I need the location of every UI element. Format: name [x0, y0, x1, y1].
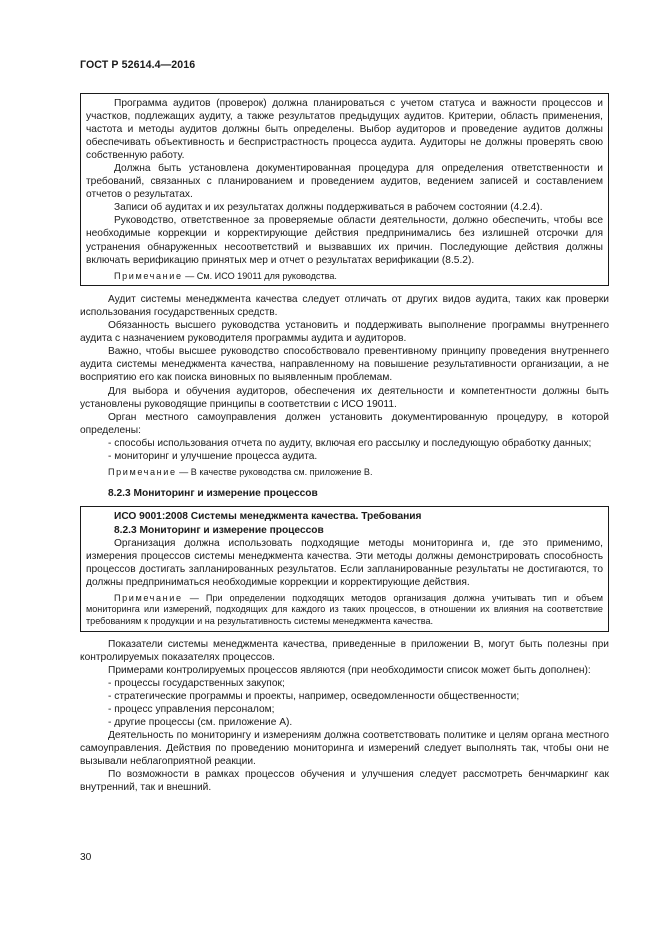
box2-paragraph: Организация должна использовать подходящие методы мониторинга и, где это применимо, измерения процессов системы менеджмента качества. Эти методы должны демонстрировать способность процессов достигать запланированных результатов. Если запланированные результаты не достигаются, то должны предприниматься необходимые коррекции и корректирующие действия.: [86, 537, 603, 588]
body-paragraph-8: Деятельность по мониторингу и измерениям должна соответствовать политике и целям органа местного самоуправления. Действия по проведению мониторинга и измерений следует выполнять так, чтобы они не вызывали неблагоприятной реакции.: [80, 729, 609, 767]
body-note-text: — В качестве руководства см. приложение В.: [176, 466, 373, 477]
iso-requirement-box: [80, 506, 609, 631]
body-note: [80, 467, 609, 479]
box2-note: [86, 593, 603, 628]
box2-note-label: Примечание: [114, 592, 183, 603]
box1-note-label: Примечание: [114, 270, 183, 281]
box1-paragraph-2: Должна быть установлена документированная процедура для определения ответственности и требований, связанных с планированием и проведением аудитов, ведением записей и составлением отчетов о результатах.: [86, 163, 603, 201]
list-item: - мониторинг и улучшение процесса аудита.: [108, 450, 318, 462]
list-item: - стратегические программы и проекты, например, осведомленности общественности;: [108, 690, 520, 702]
document-id: ГОСТ Р 52614.4—2016: [80, 59, 196, 71]
body-paragraph-2: Обязанность высшего руководства установить и поддерживать выполнение программы внутреннего аудита с назначением руководителя программы аудита и аудиторов.: [80, 320, 609, 345]
list-item: - процессы государственных закупок;: [108, 677, 285, 689]
body-paragraph-6: Показатели системы менеджмента качества, приведенные в приложении В, могут быть полезны при контролируемых показателях процессов.: [80, 638, 609, 663]
list-item: - процесс управления персоналом;: [108, 703, 275, 715]
page-number: 30: [80, 852, 92, 863]
page-content: [80, 93, 609, 794]
box1-paragraph-1: Программа аудитов (проверок) должна планироваться с учетом статуса и важности процессов и участков, подлежащих аудиту, а также результатов предыдущих аудитов. Критерии, область применения, частота и методы аудитов должны быть определены. Выбор аудиторов и проведение аудитов должны обеспечивать объективность и беспристрастность процесса аудита. Аудиторы не должны проверять свою собственную работу.: [86, 98, 603, 162]
section-heading: 8.2.3 Мониторинг и измерение процессов: [108, 488, 318, 500]
box1-paragraph-3: Записи об аудитах и их результатах должны поддерживаться в рабочем состоянии (4.2.4).: [114, 202, 543, 214]
box2-title-line-1: ИСО 9001:2008 Системы менеджмента качества. Требования: [114, 511, 422, 523]
body-paragraph-7: Примерами контролируемых процессов являются (при необходимости список может быть дополнен):: [108, 664, 591, 676]
box2-title-line-2: 8.2.3 Мониторинг и измерение процессов: [114, 524, 324, 536]
body-paragraph-4: Для выбора и обучения аудиторов, обеспечения их деятельности и компетентности должны быть установлены руководящие принципы в соответствии с ИСО 19011.: [80, 385, 609, 410]
body-paragraph-9: По возможности в рамках процессов обучения и улучшения следует рассмотреть бенчмаркинг как внутренний, так и внешний.: [80, 768, 609, 794]
body-note-label: Примечание: [108, 466, 177, 477]
list-item: - другие процессы (см. приложение А).: [108, 716, 293, 728]
box2-note-text: — При определении подходящих методов организация должна учитывать тип и объем мониторинга или измерений, подходящих для каждого из таких процессов, в отношении их влияния на соответствие требованиям к продукции и на результативность системы менеджмента качества.: [86, 592, 603, 626]
box1-paragraph-4: Руководство, ответственное за проверяемые области деятельности, должно обеспечить, чтобы все необходимые коррекции и корректирующие действия предпринимались без излишней отсрочки для устранения обнаруженных несоответствий и вызвавших их причин. Последующие действия должны включать верификацию принятых мер и отчет о результатах верификации (8.5.2).: [86, 215, 603, 266]
body-paragraph-5: Орган местного самоуправления должен установить документированную процедуру, в которой определены:: [80, 411, 609, 436]
body-paragraph-3: Важно, чтобы высшее руководство способствовало превентивному принципу проведения внутреннего аудита системы менеджмента качества, направленному на повышение результативности организации, а не восприятию его как поиска виновных по выявленным проблемам.: [80, 346, 609, 384]
quoted-requirement-box: [80, 93, 609, 286]
list-item: - способы использования отчета по аудиту, включая его рассылку и последующую обработку данных;: [108, 437, 592, 449]
box1-note-text: — См. ИСО 19011 для руководства.: [182, 270, 337, 281]
box1-note: [86, 271, 603, 283]
body-paragraph-1: Аудит системы менеджмента качества следует отличать от других видов аудита, таких как проверки использования государственных средств.: [80, 294, 609, 319]
